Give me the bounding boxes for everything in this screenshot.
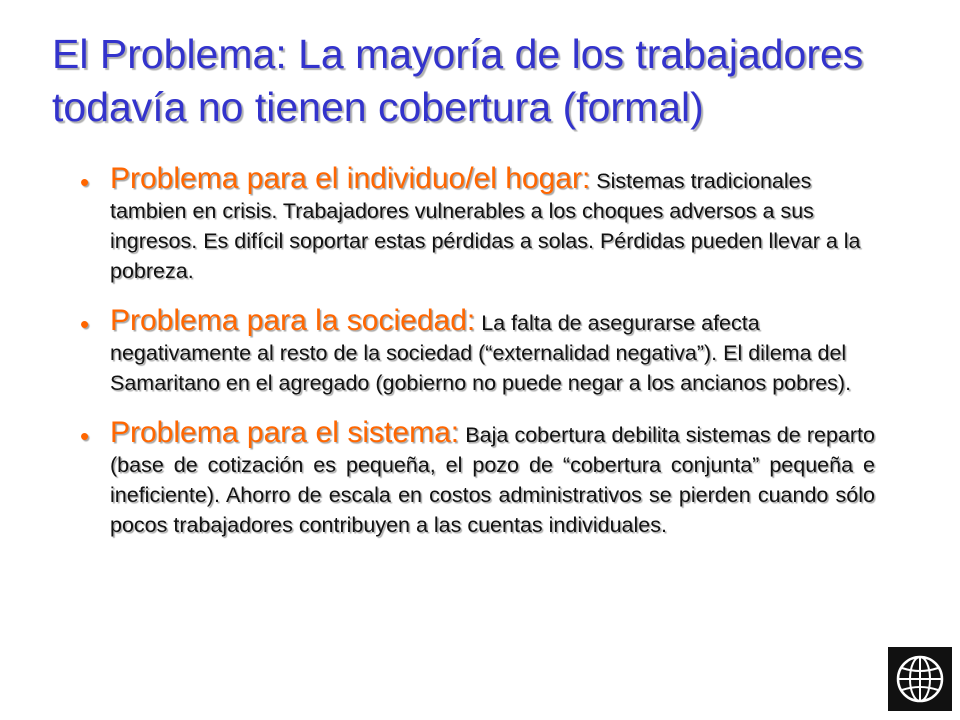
bullet-heading: Problema para el individuo/el hogar: — [110, 162, 591, 195]
bullet-individual-household — [80, 164, 875, 286]
bullet-text: La falta de asegurarse afecta negativamente al resto de la sociedad (“externalidad negativa”). El dilema del Samaritano en el agregado (gobierno no puede negar a los ancianos pobres). — [110, 311, 852, 395]
bullet-heading: Problema para el sistema: — [110, 416, 460, 449]
bullet-society — [80, 306, 875, 398]
bullet-system — [80, 418, 875, 540]
bullet-heading: Problema para la sociedad: — [110, 304, 476, 337]
bullet-marker: • — [80, 309, 90, 339]
bullet-marker: • — [80, 421, 90, 451]
bullet-text: Baja cobertura debilita sistemas de reparto (base de cotización es pequeña, el pozo de “cobertura conjunta” pequeña e ineficiente). Ahorro de escala en costos administrativos se pierden cuando sólo pocos trabajadores contribuyen a las cuentas individuales. — [110, 423, 875, 537]
bullet-text: Sistemas tradicionales tambien en crisis. Trabajadores vulnerables a los choques adversos a sus ingresos. Es difícil soportar estas pérdidas a solas. Pérdidas pueden llevar a la pobreza. — [110, 169, 861, 283]
slide-title: El Problema: La mayoría de los trabajadores todavía no tienen cobertura (formal) — [52, 31, 864, 130]
bullet-list — [80, 164, 875, 560]
world-bank-logo — [888, 647, 952, 711]
world-bank-globe-icon — [894, 653, 946, 705]
bullet-marker: • — [80, 167, 90, 197]
